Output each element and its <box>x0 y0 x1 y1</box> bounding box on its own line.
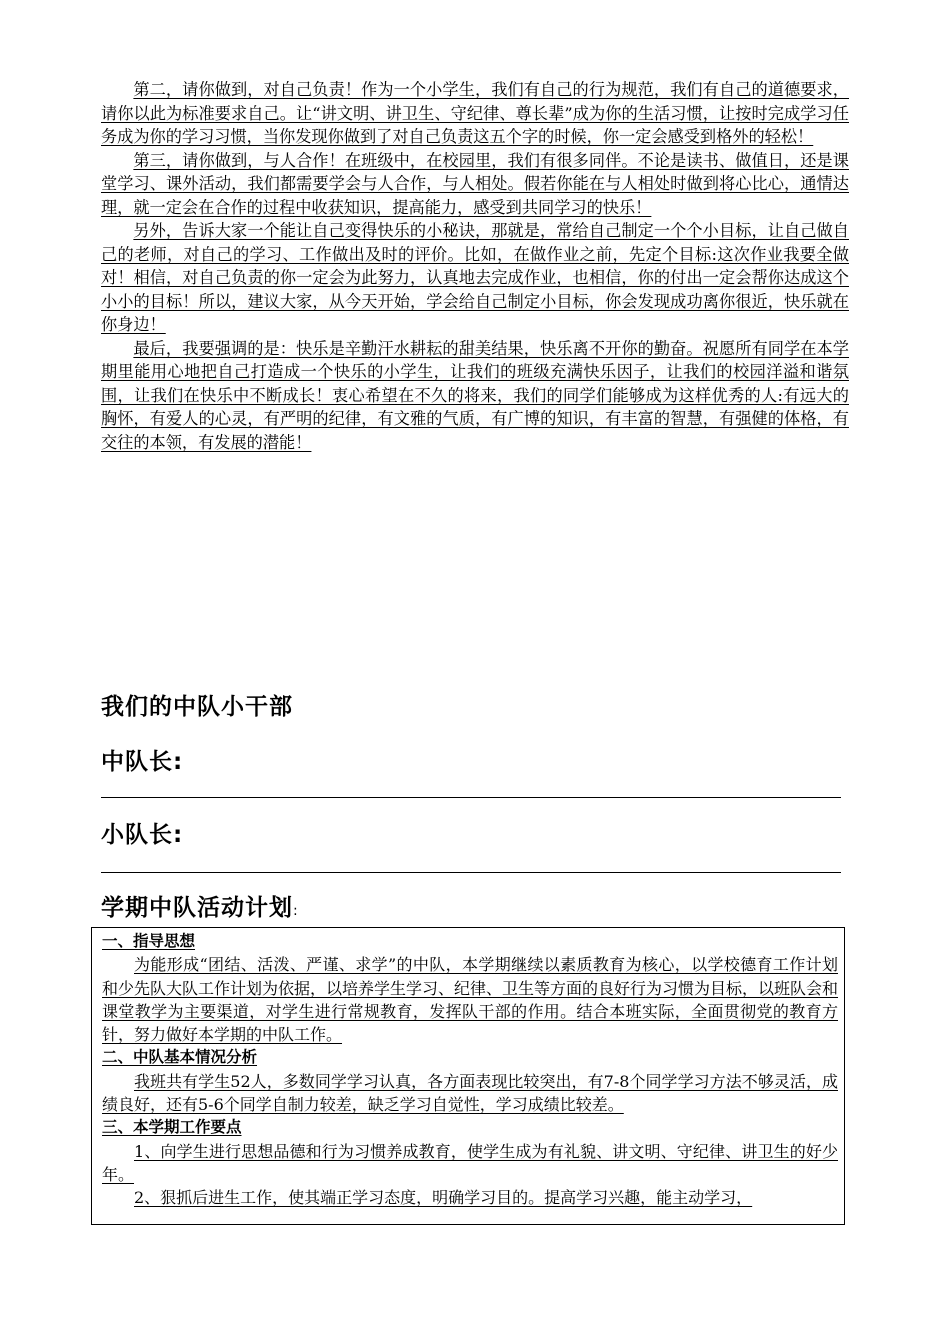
plan-title-text: 学期中队活动计划 <box>101 895 293 921</box>
squad-leader-line <box>101 797 841 798</box>
essay-paragraph: 另外，告诉大家一个能让自己变得快乐的小秘诀，那就是，常给自己制定一个个小目标，让自己做自己的老师，对自己的学习、工作做出及时的评价。比如，在做作业之前，先定个目标:这次作业我要全做对！相信，对自己负责的你一定会为此努力，认真地去完成作业，也相信，你的付出一定会帮你达成这个小小的目标！所以，建议大家，从今天开始，学会给自己制定小目标，你会发现成功离你很近，快乐就在你身边！ <box>101 221 849 334</box>
plan-table <box>91 927 845 1225</box>
section-heading: 二、中队基本情况分析 <box>102 1048 258 1067</box>
section-paragraph: 我班共有学生52人，多数同学学习认真，各方面表现比较突出，有7-8个同学学习方法不够灵活，成绩良好，还有5-6个同学自制力较差，缺乏学习自觉性，学习成绩比较差。 <box>102 1071 838 1115</box>
section-heading: 三、本学期工作要点 <box>102 1118 242 1137</box>
section-paragraph: 1、向学生进行思想品德和行为习惯养成教育，使学生成为有礼貌、讲文明、守纪律、讲卫生的好少年。 <box>102 1141 838 1184</box>
essay-paragraph: 第二，请你做到，对自己负责！作为一个小学生，我们有自己的行为规范，我们有自己的道德要求，请你以此为标准要求自己。让“讲文明、讲卫生、守纪律、尊长辈”成为你的生活习惯，让按时完成学习任务成为你的学习习惯，当你发现你做到了对自己负责这五个字的时候，你一定会感受到格外的轻松！ <box>101 80 849 146</box>
squad-leader-label: 中队长: <box>101 749 184 775</box>
cadres-title: 我们的中队小干部 <box>101 694 293 720</box>
section-paragraph: 为能形成“团结、活泼、严谨、求学”的中队，本学期继续以素质教育为核心，以学校德育工作计划和少先队大队工作计划为依据，以培养学生学习、纪律、卫生等方面的良好行为习惯为目标，以班队会和课堂教学为主要渠道，对学生进行常规教育，发挥队干部的作用。结合本班实际，全面贯彻党的教育方针，努力做好本学期的中队工作。 <box>102 955 839 1045</box>
section-heading: 一、指导思想 <box>102 932 196 950</box>
section-paragraph: 2、狠抓后进生工作，使其端正学习态度，明确学习目的。提高学习兴趣，能主动学习， <box>134 1188 753 1208</box>
essay-paragraph: 最后，我要强调的是：快乐是辛勤汗水耕耘的甜美结果，快乐离不开你的勤奋。祝愿所有同学在本学期里能用心地把自己打造成一个快乐的小学生，让我们的班级充满快乐因子，让我们的校园洋溢和谐氛围，让我们在快乐中不断成长！衷心希望在不久的将来，我们的同学们能够成为这样优秀的人:有远大的胸怀，有爱人的心灵，有严明的纪律，有文雅的气质，有广博的知识，有丰富的智慧，有强健的体格，有交往的本领，有发展的潜能！ <box>101 338 849 452</box>
plan-title-suffix: : <box>293 903 299 919</box>
essay-paragraph: 第三，请你做到，与人合作！在班级中，在校园里，我们有很多同伴。不论是读书、做值日，还是课堂学习、课外活动，我们都需要学会与人合作，与人相处。假若你能在与人相处时做到将心比心，通情达理，就一定会在合作的过程中收获知识，提高能力，感受到共同学习的快乐！ <box>101 150 849 217</box>
essay-body <box>101 78 849 454</box>
team-leader-label: 小队长: <box>101 822 184 848</box>
team-leader-line <box>101 872 841 873</box>
plan-title <box>101 889 299 922</box>
